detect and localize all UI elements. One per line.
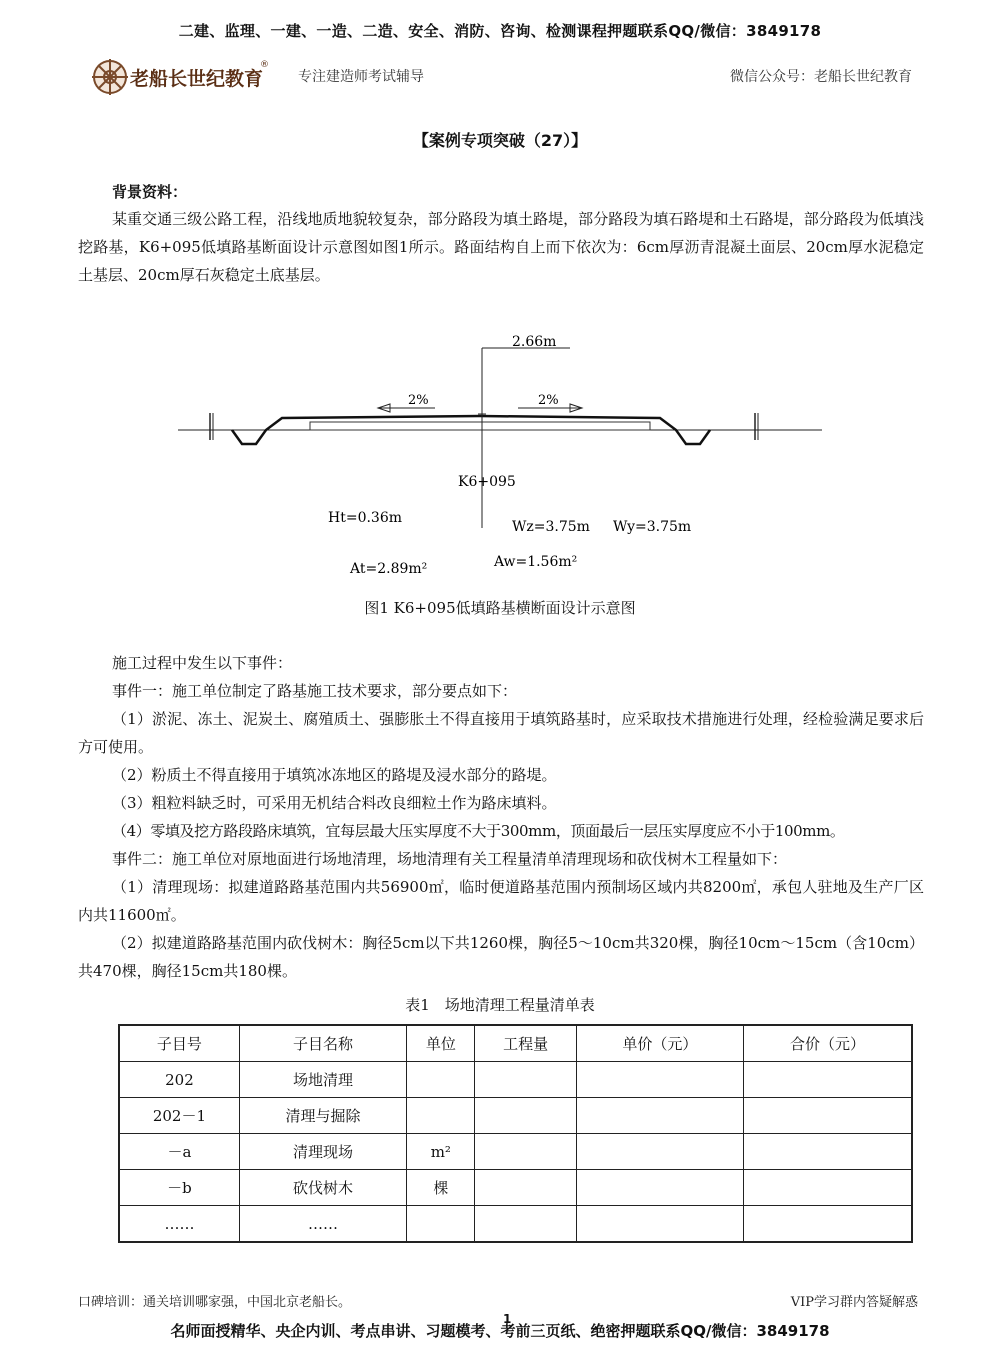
table-header: 工程量 (475, 1025, 576, 1062)
width-label: 2.66m (512, 334, 557, 350)
ht-label: Ht=0.36m (328, 510, 403, 526)
event1-item-2: （2）粉质土不得直接用于填筑冰冻地区的路堤及浸水部分的路堤。 (112, 766, 557, 784)
table-cell (576, 1134, 743, 1170)
bottom-banner: 名师面授精华、央企内训、考点串讲、习题模考、考前三页纸、绝密押题联系QQ/微信：3849178 (170, 1322, 830, 1340)
quantity-table (118, 1024, 913, 1243)
table-cell (744, 1062, 912, 1098)
table-cell (475, 1206, 576, 1243)
table-cell: 清理现场 (239, 1134, 406, 1170)
table-cell (576, 1206, 743, 1243)
table-cell: …… (239, 1206, 406, 1243)
table-cell (744, 1134, 912, 1170)
event1-item-1: （1）淤泥、冻土、泥炭土、腐殖质土、强膨胀土不得直接用于填筑路基时，应采取技术措施进行处理，经检验满足要求后方可使用。 (78, 710, 924, 756)
footer-vip: VIP学习群内答疑解惑 (790, 1295, 918, 1310)
table-cell (744, 1206, 912, 1243)
aw-label: Aw=1.56m² (494, 554, 578, 570)
table-cell (576, 1098, 743, 1134)
table-cell (475, 1098, 576, 1134)
event2-item-1: （1）清理现场：拟建道路路基范围内共56900㎡，临时便道路基范围内预制场区域内共8200㎡，承包人驻地及生产厂区内共11600㎡。 (78, 878, 924, 924)
wy-label: Wy=3.75m (613, 519, 692, 535)
top-banner: 二建、监理、一建、一造、二造、安全、消防、咨询、检测课程押题联系QQ/微信：3849178 (178, 22, 822, 40)
table-cell (407, 1206, 475, 1243)
slope-right-label: 2% (538, 393, 559, 408)
table-caption: 表1 场地清理工程量清单表 (405, 996, 595, 1014)
event2-item-2: （2）拟建道路路基范围内砍伐树木：胸径5cm以下共1260棵，胸径5～10cm共320棵，胸径10cm～15cm（含10cm）共470棵，胸径15cm共180棵。 (78, 934, 924, 980)
event1-item-3: （3）粗粒料缺乏时，可采用无机结合料改良细粒土作为路床填料。 (112, 794, 557, 812)
background-heading: 背景资料： (112, 183, 188, 201)
events-intro: 施工过程中发生以下事件： (112, 654, 293, 672)
table-cell (576, 1062, 743, 1098)
background-text: 某重交通三级公路工程，沿线地质地貌较复杂，部分路段为填土路堤，部分路段为填石路堤和土石路堤，部分路段为低填浅挖路基，K6+095低填路基断面设计示意图如图1所示。路面结构自上而下依次为：6cm厚沥青混凝土面层、20cm厚水泥稳定土基层、20cm厚石灰稳定土底基层。 (78, 210, 924, 284)
brand-logo (90, 55, 270, 99)
table-cell (475, 1170, 576, 1206)
table-header: 子目号 (119, 1025, 239, 1062)
table-cell: －b (119, 1170, 239, 1206)
table-cell (475, 1134, 576, 1170)
table-cell (475, 1062, 576, 1098)
table-cell (407, 1062, 475, 1098)
table-cell: 棵 (407, 1170, 475, 1206)
table-row (119, 1062, 912, 1098)
wz-label: Wz=3.75m (512, 519, 590, 535)
cross-section-diagram (170, 318, 830, 588)
footer-slogan: 口碑培训：通关培训哪家强，中国北京老船长。 (78, 1295, 352, 1310)
page-title: 【案例专项突破（27）】 (412, 131, 588, 150)
logo-registered-mark: ® (260, 60, 269, 70)
station-label: K6+095 (458, 474, 516, 490)
event1-item-4: （4）零填及挖方路段路床填筑，宜每层最大压实厚度不大于300mm，顶面最后一层压实厚度应不小于100mm。 (112, 822, 845, 840)
figure-caption: 图1 K6+095低填路基横断面设计示意图 (364, 599, 636, 617)
table-cell: －a (119, 1134, 239, 1170)
slope-left-label: 2% (408, 393, 429, 408)
table-row (119, 1134, 912, 1170)
at-label: At=2.89m² (350, 561, 428, 577)
table-cell: 202 (119, 1062, 239, 1098)
table-row (119, 1206, 912, 1243)
table-cell (407, 1098, 475, 1134)
table-cell (576, 1170, 743, 1206)
tagline: 专注建造师考试辅导 (298, 69, 424, 85)
table-row (119, 1170, 912, 1206)
table-row (119, 1098, 912, 1134)
table-header: 合价（元） (744, 1025, 912, 1062)
page-number: 1 (503, 1312, 512, 1326)
table-cell (744, 1098, 912, 1134)
table-header: 单位 (407, 1025, 475, 1062)
table-cell: 砍伐树木 (239, 1170, 406, 1206)
table-cell: m² (407, 1134, 475, 1170)
table-header: 单价（元） (576, 1025, 743, 1062)
table-cell: 场地清理 (239, 1062, 406, 1098)
table-header: 子目名称 (239, 1025, 406, 1062)
table-cell: …… (119, 1206, 239, 1243)
table-header-row (119, 1025, 912, 1062)
logo-text: 老船长世纪教育 (130, 68, 264, 90)
wechat-account: 微信公众号：老船长世纪教育 (730, 69, 912, 85)
table-cell: 202－1 (119, 1098, 239, 1134)
event1-title: 事件一：施工单位制定了路基施工技术要求，部分要点如下： (112, 682, 518, 700)
table-cell: 清理与掘除 (239, 1098, 406, 1134)
table-cell (744, 1170, 912, 1206)
event2-title: 事件二：施工单位对原地面进行场地清理，场地清理有关工程量清单清理现场和砍伐树木工程量如下： (112, 850, 788, 868)
